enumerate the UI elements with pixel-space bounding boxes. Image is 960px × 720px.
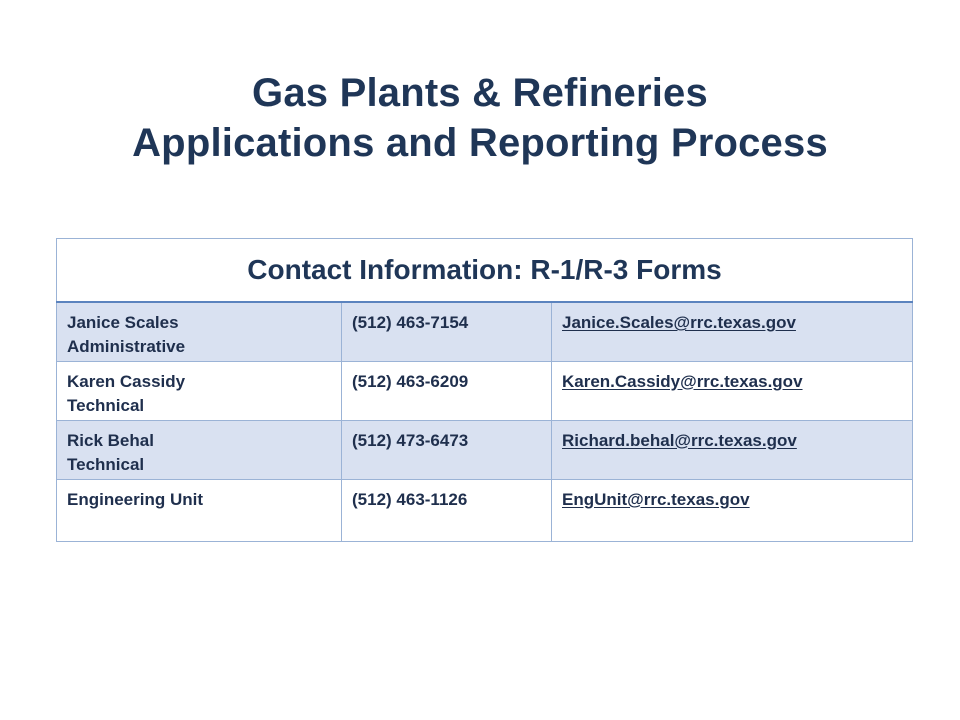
table-row (57, 479, 913, 541)
table-header: Contact Information: R-1/R-3 Forms (57, 239, 913, 303)
contact-role: Administrative (67, 337, 186, 356)
contact-table (56, 238, 913, 542)
email-link[interactable]: Karen.Cassidy@rrc.texas.gov (562, 371, 803, 391)
contact-name: Rick Behal (67, 430, 154, 450)
email-link[interactable]: Janice.Scales@rrc.texas.gov (562, 313, 796, 332)
contact-name: Karen Cassidy (67, 371, 186, 391)
contact-name-cell (57, 420, 342, 479)
contact-email-cell (552, 479, 913, 541)
contact-email-cell (552, 361, 913, 420)
contact-phone: (512) 463-1126 (342, 479, 552, 541)
email-link[interactable]: EngUnit@rrc.texas.gov (562, 489, 750, 509)
contact-name: Engineering Unit (67, 489, 203, 509)
contact-phone: (512) 463-7154 (342, 302, 552, 361)
table-row (57, 302, 913, 361)
title-line-2: Applications and Reporting Process (132, 121, 828, 165)
contact-name: Janice Scales (67, 313, 179, 332)
contact-email-cell (552, 420, 913, 479)
contact-phone: (512) 473-6473 (342, 420, 552, 479)
contact-role: Technical (67, 395, 145, 415)
email-link[interactable]: Richard.behal@rrc.texas.gov (562, 430, 797, 450)
table-row (57, 420, 913, 479)
contact-email-cell (552, 302, 913, 361)
contact-name-cell (57, 361, 342, 420)
contact-role: Technical (67, 454, 145, 474)
page-title (0, 68, 960, 168)
contact-phone: (512) 463-6209 (342, 361, 552, 420)
table-row (57, 361, 913, 420)
contact-name-cell (57, 302, 342, 361)
table-header-row (57, 239, 913, 303)
contact-name-cell (57, 479, 342, 541)
title-line-1: Gas Plants & Refineries (252, 71, 708, 115)
